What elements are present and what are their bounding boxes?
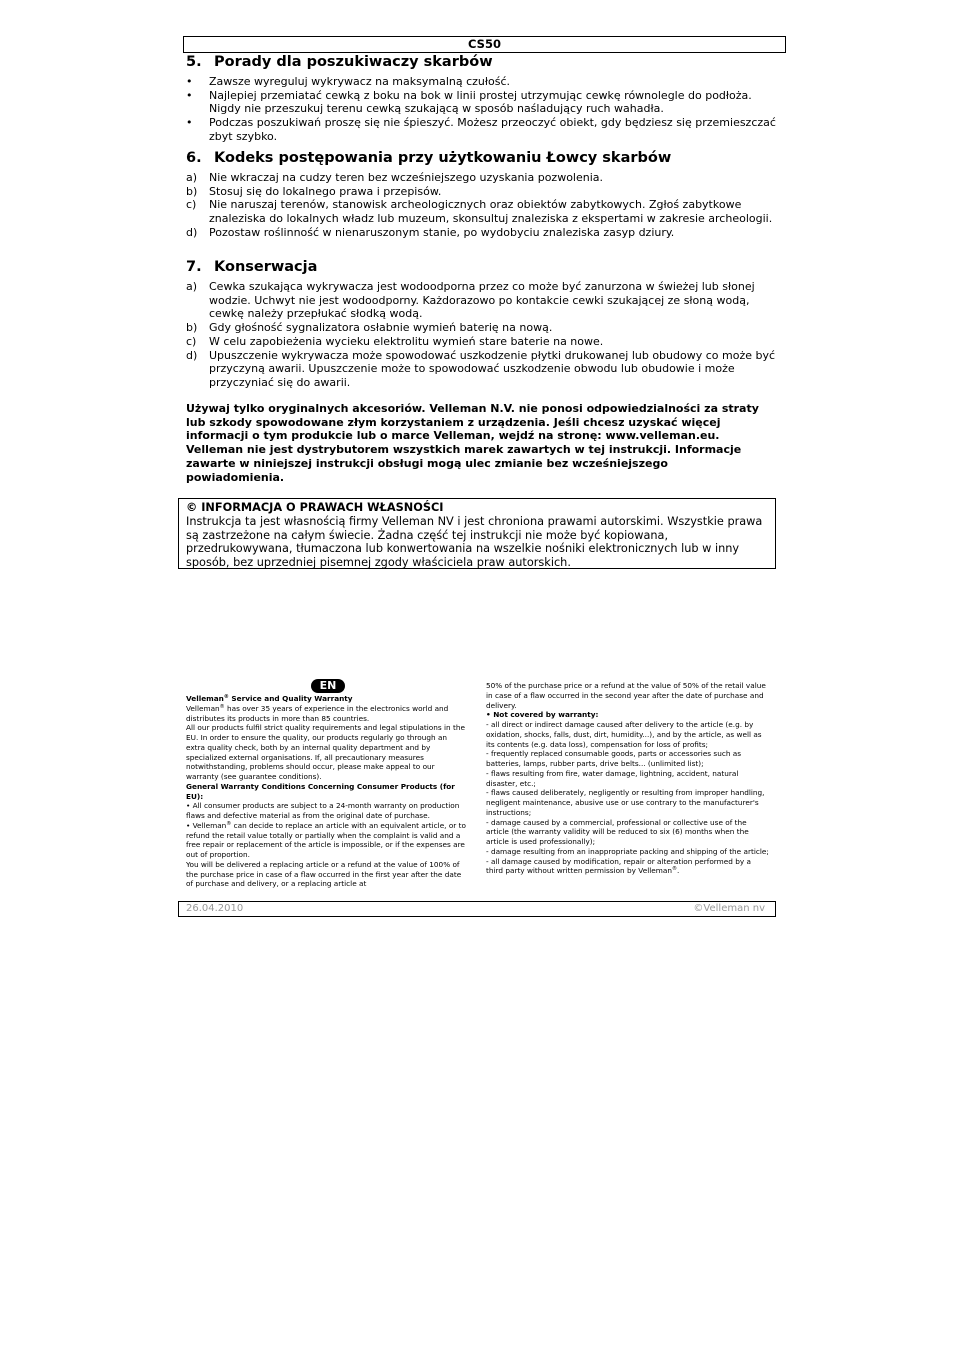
- list-item: a) Cewka szukająca wykrywacza jest wodoodporna przez co może być zanurzona w świeżej lub słonej wodzie. Uchwyt nie jest wodoodporny. Każdorazowo po kontakcie cewki szukającej ze słoną wodą, cewkę należy przepłukać słodką wodą.: [186, 280, 755, 321]
- list-item: - all damage caused by modification, repair or alteration performed by a third party without written permission by Velleman®.: [486, 856, 751, 876]
- footer-company: ©Velleman nv: [693, 903, 765, 914]
- list-item: - flaws resulting from fire, water damage, lightning, accident, natural disaster, etc.;: [486, 768, 739, 788]
- warranty-conditions-heading: General Warranty Conditions Concerning Consumer Products (for EU):: [186, 781, 455, 801]
- list-item: - damage resulting from an inappropriate packing and shipping of the article;: [486, 846, 769, 856]
- list-item: - damage caused by a commercial, professional or collective use of the article (the warranty validity will be reduced to six (6) months when the article is used professionally);: [486, 817, 749, 846]
- list-item: • Najlepiej przemiatać cewką z boku na bok w linii prostej utrzymując cewkę równolegle do podłoża. Nigdy nie przeszukuj terenu cewką szukającą w sposób naśladujący ruch wahadła.: [186, 88, 752, 116]
- footer-date: 26.04.2010: [186, 903, 244, 914]
- list-item: - flaws caused deliberately, negligently or resulting from improper handling, negligent maintenance, abusive use or use contrary to the manufacturer's instructions;: [486, 788, 765, 817]
- list-item: - all direct or indirect damage caused after delivery to the article (e.g. by oxidation, shocks, falls, dust, dirt, humidity...), and by the article, as well as its contents (e.g. data loss), compensation for loss of profits;: [486, 720, 762, 749]
- section-7-heading: 7. Konserwacja: [186, 259, 318, 275]
- warranty-paragraph: 50% of the purchase price or a refund at the value of 50% of the retail value in case of a flaw occurred in the second year after the date of purchase and delivery.: [486, 681, 766, 710]
- section-6-heading: 6. Kodeks postępowania przy użytkowaniu Łowcy skarbów: [186, 150, 672, 166]
- list-item: b) Stosuj się do lokalnego prawa i przepisów.: [186, 184, 442, 198]
- list-item: d) Pozostaw roślinność w nienaruszonym stanie, po wydobyciu znaleziska zasyp dziury.: [186, 225, 675, 239]
- not-covered-heading: • Not covered by warranty:: [486, 710, 599, 720]
- copyright-title: © INFORMACJA O PRAWACH WŁASNOŚCI: [186, 501, 444, 514]
- list-item: d) Upuszczenie wykrywacza może spowodować uszkodzenie płytki drukowanej lub obudowy co może być przyczyną awarii. Upuszczenie może to spowodować uszkodzenie obwodu lub obudowie i może przyczyniać się do awarii.: [186, 348, 776, 389]
- list-item: c) Nie naruszaj terenów, stanowisk archeologicznych oraz obiektów zabytkowych. Zgłoś zabytkowe znaleziska do lokalnych władz lub muzeum, skonsultuj znaleziska z ekspertami w zakresie archeologii.: [186, 198, 773, 226]
- warranty-column-left: [186, 694, 466, 889]
- section-5-heading: 5. Porady dla poszukiwaczy skarbów: [186, 54, 493, 70]
- page-header-model: CS50: [183, 36, 786, 53]
- section-6-list: [186, 171, 776, 240]
- list-item: • Podczas poszukiwań proszę się nie śpieszyć. Możesz przeoczyć obiekt, gdy będziesz się przemieszczać zbyt szybko.: [186, 116, 776, 143]
- warranty-paragraph: You will be delivered a replacing article or a refund at the value of 100% of the purchase price in case of a flaw occurred in the first year after the date of purchase and delivery, or a replacing article at: [186, 859, 462, 889]
- page-footer: [178, 901, 776, 917]
- warranty-paragraph: All our products fulfil strict quality requirements and legal stipulations in the EU. In order to ensure the quality, our products regularly go through an extra quality check, both by an internal quality department and by specialized external organisations. If, all precautionary measures notwithstanding, problems should occur, please make appeal to our warranty (see guarantee conditions).: [186, 723, 465, 781]
- warranty-column-right: [486, 681, 770, 876]
- accessories-notice: Używaj tylko oryginalnych akcesoriów. Velleman N.V. nie ponosi odpowiedzialności za straty lub szkody spowodowane złym korzystaniem z urządzenia. Jeśli chcesz uzyskać więcej informacji o tym produkcie lub o marce Velleman, wejdź na stronę: www.velleman.eu. Velleman nie jest dystrybutorem wszystkich marek zawartych w tej instrukcji. Informacje zawarte w niniejszej instrukcji obsługi mogą ulec zmianie bez wcześniejszego powiadomienia.: [186, 402, 759, 484]
- list-item: a) Nie wkraczaj na cudzy teren bez wcześniejszego uzyskania pozwolenia.: [186, 171, 604, 184]
- section-7-list: [186, 280, 776, 390]
- warranty-title: Velleman® Service and Quality Warranty: [186, 694, 353, 703]
- warranty-paragraph: • All consumer products are subject to a 24-month warranty on production flaws and defective material as from the original date of purchase.: [186, 801, 460, 820]
- list-item: c) W celu zapobieżenia wycieku elektrolitu wymień stare baterie na nowe.: [186, 334, 604, 348]
- copyright-box: [178, 498, 776, 569]
- warranty-paragraph: Velleman® has over 35 years of experience in the electronics world and distributes its products in more than 85 countries.: [186, 703, 449, 723]
- language-badge-en: EN: [311, 679, 345, 693]
- list-item: • Zawsze wyreguluj wykrywacz na maksymalną czułość.: [186, 75, 511, 88]
- warranty-paragraph: • Velleman® can decide to replace an article with an equivalent article, or to refund the retail value totally or partially when the complaint is valid and a free repair or replacement of the article is impossible, or if the expenses are out of proportion.: [186, 820, 466, 859]
- section-5-list: [186, 75, 776, 144]
- copyright-text: Instrukcja ta jest własnością firmy Velleman NV i jest chroniona prawami autorskimi. Wszystkie prawa są zastrzeżone na całym świecie. Żadna część tej instrukcji nie może być kopiowana, przedrukowywana, tłumaczona lub konwertowania na wszelkie nośniki elektronicznych lub w inny sposób, bez uprzedniej pisemnej zgody właściciela praw autorskich.: [186, 514, 763, 570]
- list-item: - frequently replaced consumable goods, parts or accessories such as batteries, lamps, rubber parts, drive belts... (unlimited list);: [486, 749, 742, 768]
- list-item: b) Gdy głośność sygnalizatora osłabnie wymień baterię na nową.: [186, 321, 553, 335]
